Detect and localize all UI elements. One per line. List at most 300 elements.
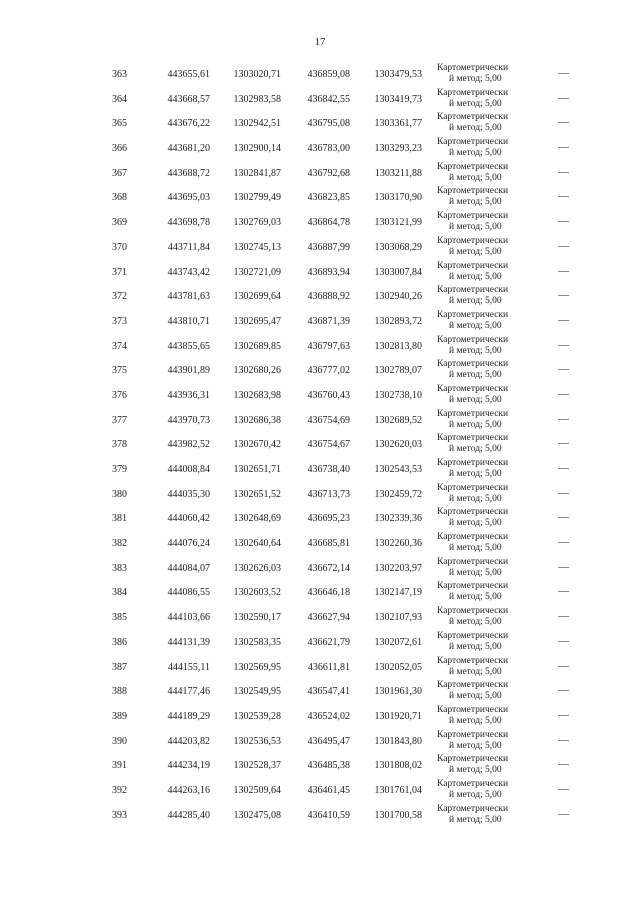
- dash-cell: —: [558, 659, 569, 672]
- method-line1: Картометрически: [437, 211, 509, 222]
- method-line2: й метод; 5,00: [449, 394, 502, 405]
- method-cell: [437, 804, 523, 826]
- method-line2: й метод; 5,00: [449, 271, 502, 282]
- coord-x1: 443695,03: [167, 192, 210, 204]
- table-row: [0, 209, 640, 234]
- coord-y2: 1302789,07: [374, 365, 422, 377]
- coord-x2: 436738,40: [307, 464, 350, 475]
- method-cell: [437, 409, 523, 431]
- dash-cell: —: [558, 511, 569, 524]
- coord-y1: 1302769,03: [233, 217, 281, 229]
- coord-x2: 436685,81: [307, 538, 350, 550]
- table-row: [0, 579, 640, 604]
- method-line1: Картометрически: [437, 482, 509, 493]
- method-line2: й метод; 5,00: [449, 543, 502, 554]
- method-line1: Картометрически: [437, 754, 509, 765]
- coord-x1: 444076,24: [167, 538, 210, 550]
- method-line1: Картометрически: [437, 235, 509, 246]
- coord-x1: 443970,73: [167, 414, 210, 426]
- coord-x1: 444177,46: [167, 686, 210, 698]
- coord-x1: 443901,89: [167, 365, 210, 377]
- dash-cell: —: [558, 67, 569, 79]
- coord-x2: 436754,69: [307, 414, 350, 426]
- point-number: 386: [112, 636, 127, 648]
- method-line1: Картометрически: [437, 581, 509, 592]
- coord-x1: 443676,22: [167, 118, 210, 130]
- method-line1: Картометрически: [437, 408, 509, 419]
- coord-x2: 436760,43: [307, 389, 350, 401]
- coord-x2: 436461,45: [307, 784, 350, 796]
- coord-y2: 1302147,19: [374, 587, 422, 599]
- coord-x2: 436627,94: [307, 612, 350, 624]
- coord-y2: 1302689,52: [374, 414, 422, 426]
- coord-x1: 443698,78: [167, 217, 210, 229]
- table-row: [0, 61, 640, 86]
- coord-y2: 1301808,02: [374, 760, 422, 772]
- coord-y1: 1302841,87: [233, 167, 281, 179]
- method-cell: [437, 483, 523, 505]
- coord-x2: 436547,41: [307, 686, 350, 698]
- method-line2: й метод; 5,00: [449, 74, 502, 84]
- method-line2: й метод; 5,00: [449, 296, 502, 307]
- point-number: 377: [112, 414, 127, 426]
- method-line2: й метод; 5,00: [449, 197, 502, 208]
- coord-y1: 1302680,26: [233, 365, 281, 377]
- table-row: [0, 505, 640, 530]
- method-line2: й метод; 5,00: [449, 740, 502, 751]
- method-cell: [437, 310, 523, 332]
- point-number: 364: [112, 93, 127, 105]
- method-cell: [437, 137, 523, 159]
- dash-cell: —: [558, 239, 569, 252]
- dash-cell: —: [558, 733, 569, 746]
- coord-y1: 1302475,08: [233, 809, 281, 821]
- method-line1: Картометрически: [437, 680, 509, 691]
- method-line1: Картометрически: [437, 655, 509, 666]
- table-row: [0, 555, 640, 580]
- coord-x1: 443743,42: [167, 266, 210, 278]
- coord-y2: 1302543,53: [374, 464, 422, 475]
- dash-cell: —: [558, 338, 569, 351]
- coord-y1: 1302900,14: [233, 143, 281, 155]
- coord-y1: 1302626,03: [233, 562, 281, 574]
- dash-cell: —: [558, 215, 569, 228]
- method-cell: [437, 606, 523, 628]
- point-number: 381: [112, 513, 127, 525]
- method-line1: Картометрически: [437, 112, 509, 123]
- coord-y2: 1302620,03: [374, 439, 422, 451]
- method-cell: [437, 557, 523, 579]
- coord-x1: 444060,42: [167, 513, 210, 525]
- method-cell: [437, 458, 523, 480]
- dash-cell: —: [558, 585, 569, 598]
- coord-x1: 444084,07: [167, 562, 210, 574]
- coord-y1: 1302699,64: [233, 291, 281, 303]
- method-line2: й метод; 5,00: [449, 370, 502, 381]
- coord-y2: 1302260,36: [374, 538, 422, 550]
- table-row: [0, 530, 640, 555]
- method-cell: [437, 211, 523, 233]
- coord-y1: 1302549,95: [233, 686, 281, 698]
- method-cell: [437, 730, 523, 752]
- coord-y2: 1302339,36: [374, 513, 422, 525]
- coord-x2: 436495,47: [307, 735, 350, 747]
- coord-y1: 1302528,37: [233, 760, 281, 772]
- dash-cell: —: [558, 165, 569, 178]
- coord-y2: 1301961,30: [374, 686, 422, 698]
- table-row: [0, 160, 640, 185]
- coord-y2: 1303479,53: [374, 69, 422, 80]
- coord-y1: 1302799,49: [233, 192, 281, 204]
- coord-x1: 443810,71: [167, 315, 210, 327]
- table-row: [0, 678, 640, 703]
- table-row: [0, 654, 640, 679]
- coord-x2: 436754,67: [307, 439, 350, 451]
- coord-y1: 1302648,69: [233, 513, 281, 525]
- coord-y2: 1303211,88: [374, 167, 422, 179]
- coord-y2: 1301700,58: [374, 809, 422, 821]
- coord-y1: 1302651,71: [233, 464, 281, 475]
- table-row: [0, 308, 640, 333]
- coord-y1: 1302670,42: [233, 439, 281, 451]
- method-line1: Картометрически: [437, 87, 509, 98]
- coord-x2: 436611,81: [307, 661, 350, 673]
- method-line1: Картометрически: [437, 532, 509, 543]
- coord-x2: 436887,99: [307, 241, 350, 253]
- table-row: [0, 752, 640, 777]
- coord-x2: 436795,08: [307, 118, 350, 130]
- coord-y2: 1302459,72: [374, 488, 422, 500]
- point-number: 387: [112, 661, 127, 673]
- method-line1: Картометрически: [437, 803, 509, 814]
- method-line1: Картометрически: [437, 458, 509, 468]
- coord-y2: 1302813,80: [374, 340, 422, 352]
- coord-x2: 436871,39: [307, 315, 350, 327]
- point-number: 385: [112, 612, 127, 624]
- coord-x2: 436646,18: [307, 587, 350, 599]
- method-line1: Картометрически: [437, 285, 509, 296]
- table-row: [0, 456, 640, 481]
- coord-x2: 436864,78: [307, 217, 350, 229]
- point-number: 384: [112, 587, 127, 599]
- point-number: 370: [112, 241, 127, 253]
- table-row: [0, 604, 640, 629]
- coord-x2: 436888,92: [307, 291, 350, 303]
- dash-cell: —: [558, 610, 569, 623]
- table-row: [0, 357, 640, 382]
- point-number: 378: [112, 439, 127, 451]
- coord-y2: 1301920,71: [374, 710, 422, 722]
- method-line1: Картометрически: [437, 334, 509, 345]
- table-row: [0, 259, 640, 284]
- method-line1: Картометрически: [437, 186, 509, 197]
- table-row: [0, 283, 640, 308]
- coord-y2: 1301843,80: [374, 735, 422, 747]
- dash-cell: —: [558, 91, 569, 104]
- coord-x2: 436672,14: [307, 562, 350, 574]
- method-line1: Картометрически: [437, 630, 509, 641]
- table-row: [0, 407, 640, 432]
- point-number: 367: [112, 167, 127, 179]
- dash-cell: —: [558, 634, 569, 647]
- coord-y1: 1303020,71: [233, 69, 281, 80]
- coord-y1: 1302583,35: [233, 636, 281, 648]
- method-cell: [437, 359, 523, 381]
- point-number: 368: [112, 192, 127, 204]
- coord-y1: 1302651,52: [233, 488, 281, 500]
- point-number: 391: [112, 760, 127, 772]
- coord-x2: 436842,55: [307, 93, 350, 105]
- dash-cell: —: [558, 560, 569, 573]
- table-row: [0, 802, 640, 827]
- point-number: 379: [112, 464, 127, 475]
- table-row: [0, 431, 640, 456]
- coord-x2: 436524,02: [307, 710, 350, 722]
- method-line2: й метод; 5,00: [449, 320, 502, 331]
- coord-x1: 444234,19: [167, 760, 210, 772]
- method-line1: Картометрически: [437, 63, 509, 73]
- method-cell: [437, 433, 523, 455]
- method-line1: Картометрически: [437, 309, 509, 320]
- method-cell: [437, 63, 523, 85]
- method-line1: Картометрически: [437, 778, 509, 789]
- table-row: [0, 234, 640, 259]
- table-row: [0, 629, 640, 654]
- coord-y1: 1302640,64: [233, 538, 281, 550]
- coord-y1: 1302745,13: [233, 241, 281, 253]
- coord-x2: 436893,94: [307, 266, 350, 278]
- coord-y1: 1302983,58: [233, 93, 281, 105]
- coord-x1: 443781,63: [167, 291, 210, 303]
- coord-y1: 1302590,17: [233, 612, 281, 624]
- method-line2: й метод; 5,00: [449, 493, 502, 504]
- dash-cell: —: [558, 807, 569, 820]
- method-line1: Картометрически: [437, 359, 509, 370]
- method-line2: й метод; 5,00: [449, 814, 502, 825]
- dash-cell: —: [558, 708, 569, 721]
- method-line2: й метод; 5,00: [449, 641, 502, 652]
- point-number: 372: [112, 291, 127, 303]
- point-number: 392: [112, 784, 127, 796]
- coord-x1: 444263,16: [167, 784, 210, 796]
- coord-x1: 443668,57: [167, 93, 210, 105]
- point-number: 374: [112, 340, 127, 352]
- point-number: 380: [112, 488, 127, 500]
- method-cell: [437, 507, 523, 529]
- method-line1: Картометрически: [437, 137, 509, 148]
- method-cell: [437, 631, 523, 653]
- dash-cell: —: [558, 486, 569, 499]
- table-row: [0, 110, 640, 135]
- coord-y2: 1302203,97: [374, 562, 422, 574]
- coord-x2: 436695,23: [307, 513, 350, 525]
- method-cell: [437, 680, 523, 702]
- point-number: 383: [112, 562, 127, 574]
- table-row: [0, 86, 640, 111]
- coord-x1: 444035,30: [167, 488, 210, 500]
- dash-cell: —: [558, 289, 569, 302]
- point-number: 376: [112, 389, 127, 401]
- point-number: 366: [112, 143, 127, 155]
- dash-cell: —: [558, 684, 569, 697]
- dash-cell: —: [558, 313, 569, 326]
- method-line2: й метод; 5,00: [449, 666, 502, 677]
- coord-x2: 436410,59: [307, 809, 350, 821]
- dash-cell: —: [558, 363, 569, 376]
- table-row: [0, 135, 640, 160]
- coord-y1: 1302509,64: [233, 784, 281, 796]
- coord-y2: 1301761,04: [374, 784, 422, 796]
- method-cell: [437, 236, 523, 258]
- point-number: 388: [112, 686, 127, 698]
- coord-x2: 436797,63: [307, 340, 350, 352]
- point-number: 375: [112, 365, 127, 377]
- coord-x1: 443688,72: [167, 167, 210, 179]
- coord-x1: 444155,11: [167, 661, 210, 673]
- point-number: 371: [112, 266, 127, 278]
- coord-y1: 1302536,53: [233, 735, 281, 747]
- method-cell: [437, 581, 523, 603]
- method-line2: й метод; 5,00: [449, 98, 502, 109]
- coord-y2: 1303068,29: [374, 241, 422, 253]
- coord-x2: 436859,08: [307, 69, 350, 80]
- coord-x1: 444189,29: [167, 710, 210, 722]
- method-line2: й метод; 5,00: [449, 345, 502, 356]
- coord-y2: 1302052,05: [374, 661, 422, 673]
- coord-y2: 1303007,84: [374, 266, 422, 278]
- point-number: 382: [112, 538, 127, 550]
- coord-x1: 444131,39: [167, 636, 210, 648]
- coord-y2: 1303361,77: [374, 118, 422, 130]
- coord-x1: 443982,52: [167, 439, 210, 451]
- dash-cell: —: [558, 462, 569, 474]
- point-number: 369: [112, 217, 127, 229]
- coord-y1: 1302942,51: [233, 118, 281, 130]
- point-number: 373: [112, 315, 127, 327]
- method-cell: [437, 88, 523, 110]
- method-cell: [437, 754, 523, 776]
- coord-y1: 1302695,47: [233, 315, 281, 327]
- coord-y2: 1303419,73: [374, 93, 422, 105]
- method-line2: й метод; 5,00: [449, 246, 502, 257]
- method-cell: [437, 285, 523, 307]
- coord-y2: 1303293,23: [374, 143, 422, 155]
- coord-y2: 1303121,99: [374, 217, 422, 229]
- table-row: [0, 184, 640, 209]
- dash-cell: —: [558, 190, 569, 203]
- coord-x1: 443711,84: [167, 241, 210, 253]
- coord-x2: 436485,38: [307, 760, 350, 772]
- coord-x2: 436713,73: [307, 488, 350, 500]
- method-line2: й метод; 5,00: [449, 592, 502, 603]
- table-row: [0, 382, 640, 407]
- method-cell: [437, 705, 523, 727]
- method-line2: й метод; 5,00: [449, 222, 502, 233]
- method-line2: й метод; 5,00: [449, 148, 502, 159]
- method-line1: Картометрически: [437, 260, 509, 271]
- table-row: [0, 777, 640, 802]
- method-line2: й метод; 5,00: [449, 691, 502, 702]
- coord-y2: 1302738,10: [374, 389, 422, 401]
- coord-x1: 444086,55: [167, 587, 210, 599]
- dash-cell: —: [558, 536, 569, 549]
- coord-y2: 1302940,26: [374, 291, 422, 303]
- method-cell: [437, 162, 523, 184]
- method-line2: й метод; 5,00: [449, 789, 502, 800]
- dash-cell: —: [558, 116, 569, 129]
- method-line2: й метод; 5,00: [449, 765, 502, 776]
- coord-y1: 1302689,85: [233, 340, 281, 352]
- method-cell: [437, 779, 523, 801]
- coord-y1: 1302603,52: [233, 587, 281, 599]
- method-line2: й метод; 5,00: [449, 469, 502, 479]
- coord-y1: 1302683,98: [233, 389, 281, 401]
- point-number: 389: [112, 710, 127, 722]
- coord-y2: 1302072,61: [374, 636, 422, 648]
- coord-x1: 444008,84: [167, 464, 210, 475]
- coord-y1: 1302686,38: [233, 414, 281, 426]
- dash-cell: —: [558, 412, 569, 425]
- coord-x1: 444285,40: [167, 809, 210, 821]
- method-line1: Картометрически: [437, 161, 509, 172]
- method-line2: й метод; 5,00: [449, 617, 502, 628]
- dash-cell: —: [558, 758, 569, 771]
- coord-y1: 1302569,95: [233, 661, 281, 673]
- method-cell: [437, 656, 523, 678]
- method-cell: [437, 261, 523, 283]
- method-line2: й метод; 5,00: [449, 567, 502, 578]
- table-row: [0, 728, 640, 753]
- dash-cell: —: [558, 437, 569, 450]
- method-line2: й метод; 5,00: [449, 123, 502, 134]
- dash-cell: —: [558, 387, 569, 400]
- method-line2: й метод; 5,00: [449, 518, 502, 529]
- page-number: 17: [314, 36, 326, 48]
- coord-y1: 1302539,28: [233, 710, 281, 722]
- method-cell: [437, 384, 523, 406]
- method-line2: й метод; 5,00: [449, 419, 502, 430]
- dash-cell: —: [558, 264, 569, 277]
- point-number: 393: [112, 809, 127, 821]
- table-row: [0, 703, 640, 728]
- point-number: 363: [112, 69, 127, 80]
- coord-y1: 1302721,09: [233, 266, 281, 278]
- coord-x1: 444203,82: [167, 735, 210, 747]
- coord-x2: 436823,85: [307, 192, 350, 204]
- coord-x2: 436783,00: [307, 143, 350, 155]
- coord-x2: 436621,79: [307, 636, 350, 648]
- method-cell: [437, 335, 523, 357]
- method-line2: й метод; 5,00: [449, 444, 502, 455]
- method-line1: Картометрически: [437, 729, 509, 740]
- coord-x1: 444103,66: [167, 612, 210, 624]
- method-line1: Картометрически: [437, 556, 509, 567]
- method-cell: [437, 112, 523, 134]
- coord-y2: 1302107,93: [374, 612, 422, 624]
- method-line1: Картометрически: [437, 704, 509, 715]
- dash-cell: —: [558, 141, 569, 154]
- method-line1: Картометрически: [437, 433, 509, 444]
- method-line1: Картометрически: [437, 606, 509, 617]
- table-row: [0, 333, 640, 358]
- method-cell: [437, 186, 523, 208]
- method-line1: Картометрически: [437, 507, 509, 518]
- coordinates-table: [0, 61, 640, 826]
- method-cell: [437, 532, 523, 554]
- coord-x1: 443681,20: [167, 143, 210, 155]
- coord-y2: 1302893,72: [374, 315, 422, 327]
- coord-x1: 443855,65: [167, 340, 210, 352]
